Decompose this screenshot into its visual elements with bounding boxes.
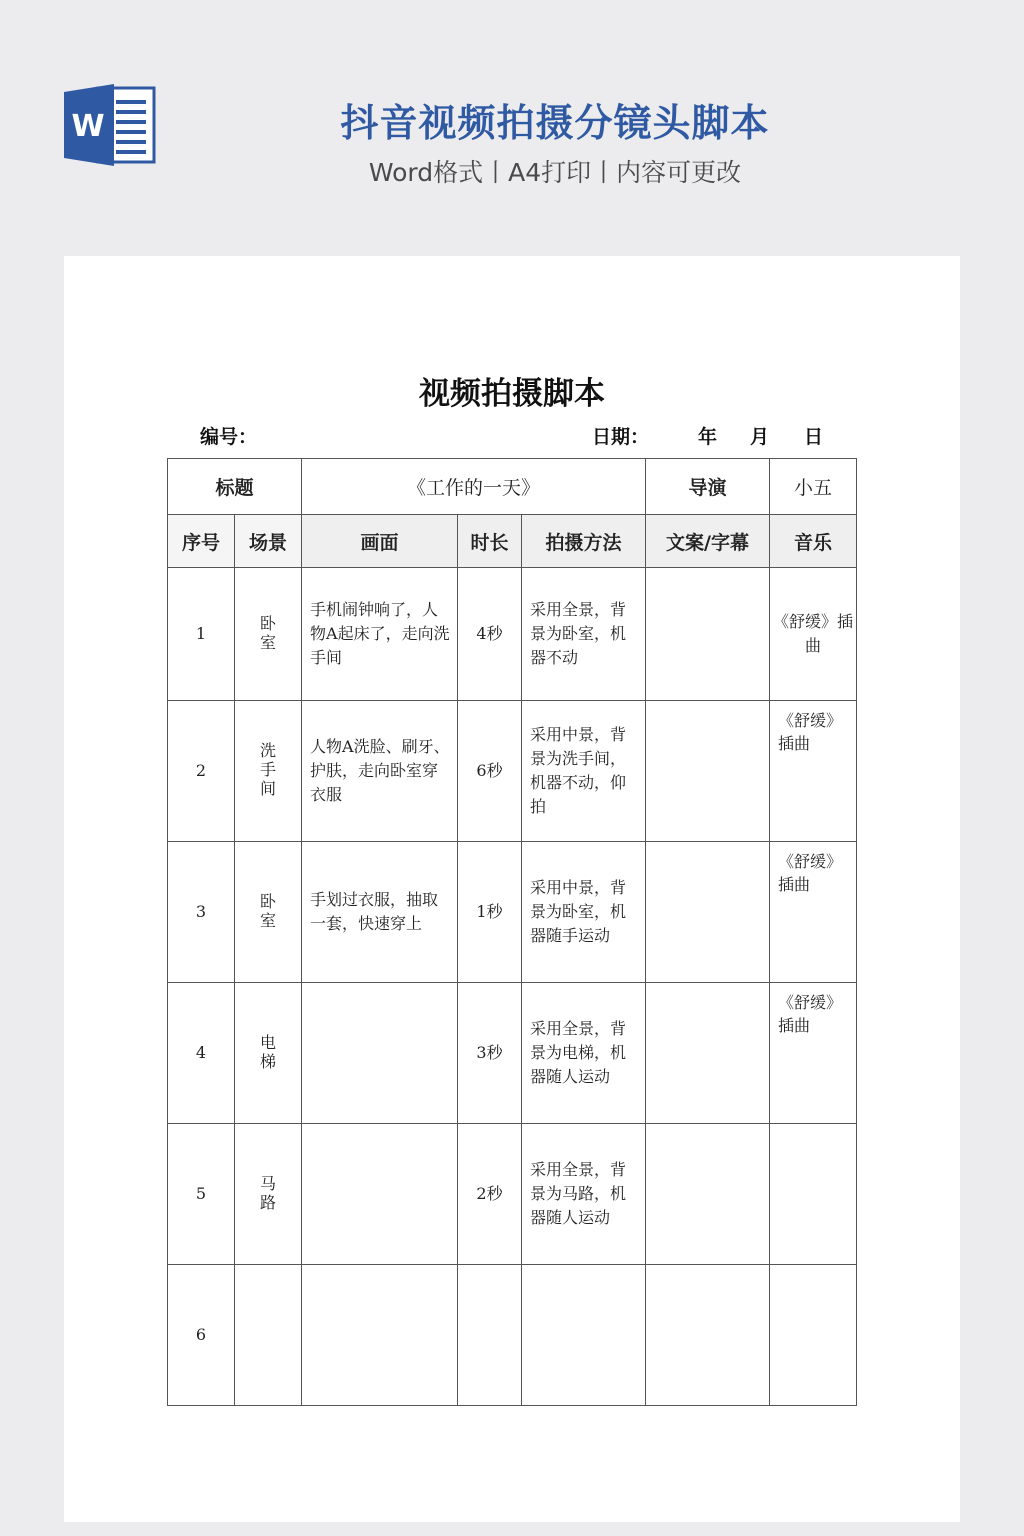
cell-no: 2	[168, 701, 235, 842]
cell-duration: 4秒	[458, 568, 522, 701]
cell-scene: 电梯	[259, 1032, 276, 1071]
title-value: 《工作的一天》	[302, 459, 646, 515]
column-header: 场景	[235, 515, 302, 568]
column-header: 拍摄方法	[522, 515, 646, 568]
cell-scene: 洗手间	[259, 741, 276, 798]
director-value: 小五	[770, 459, 857, 515]
cell-scene: 马路	[259, 1173, 276, 1212]
info-row	[168, 459, 857, 515]
table-row	[168, 842, 857, 983]
cell-caption	[646, 983, 770, 1124]
cell-method: 采用全景，背景为卧室，机器不动	[522, 568, 646, 701]
word-logo-letter: W	[71, 109, 105, 144]
cell-method: 采用中景，背景为洗手间，机器不动，仰拍	[522, 701, 646, 842]
column-header: 序号	[168, 515, 235, 568]
cell-picture	[302, 1124, 458, 1265]
director-label: 导演	[646, 459, 770, 515]
document-title: 视频拍摄脚本	[419, 376, 605, 412]
cell-method: 采用中景，背景为卧室，机器随手运动	[522, 842, 646, 983]
column-header: 时长	[458, 515, 522, 568]
cell-picture: 手机闹钟响了，人物A起床了，走向洗手间	[302, 568, 458, 701]
table-row	[168, 983, 857, 1124]
table-row	[168, 701, 857, 842]
cell-method	[522, 1265, 646, 1406]
cell-duration	[458, 1265, 522, 1406]
cell-method: 采用全景，背景为马路，机器随人运动	[522, 1124, 646, 1265]
table-row	[168, 568, 857, 701]
cell-no: 4	[168, 983, 235, 1124]
cell-music: 《舒缓》插曲	[770, 983, 857, 1124]
cell-caption	[646, 842, 770, 983]
number-label: 编号：	[200, 426, 258, 448]
column-header: 画面	[302, 515, 458, 568]
title-label: 标题	[168, 459, 302, 515]
page-title: 抖音视频拍摄分镜头脚本	[340, 101, 770, 145]
table-row	[168, 1265, 857, 1406]
cell-music	[770, 1124, 857, 1265]
page-subtitle: Word格式丨A4打印丨内容可更改	[368, 158, 742, 187]
cell-duration: 2秒	[458, 1124, 522, 1265]
cell-method: 采用全景，背景为电梯，机器随人运动	[522, 983, 646, 1124]
cell-caption	[646, 1124, 770, 1265]
table-row	[168, 1124, 857, 1265]
date-year: 年	[698, 426, 718, 448]
document-page	[64, 256, 960, 1522]
cell-picture: 手划过衣服，抽取一套，快速穿上	[302, 842, 458, 983]
cell-picture: 人物A洗脸、刷牙、护肤，走向卧室穿衣服	[302, 701, 458, 842]
cell-duration: 1秒	[458, 842, 522, 983]
column-header-row	[168, 515, 857, 568]
cell-music: 《舒缓》插曲	[770, 568, 857, 701]
cell-music: 《舒缓》插曲	[770, 701, 857, 842]
date-month: 月	[750, 426, 770, 448]
cell-caption	[646, 701, 770, 842]
cell-no: 1	[168, 568, 235, 701]
cell-no: 6	[168, 1265, 235, 1406]
date-label: 日期：	[592, 426, 650, 448]
script-table	[167, 458, 857, 1406]
cell-music	[770, 1265, 857, 1406]
cell-duration: 3秒	[458, 983, 522, 1124]
date-day: 日	[804, 426, 824, 448]
cell-duration: 6秒	[458, 701, 522, 842]
banner-header	[0, 0, 1024, 240]
cell-scene: 卧室	[259, 891, 276, 930]
cell-no: 5	[168, 1124, 235, 1265]
cell-caption	[646, 568, 770, 701]
column-header: 音乐	[770, 515, 857, 568]
cell-picture	[302, 983, 458, 1124]
cell-music: 《舒缓》插曲	[770, 842, 857, 983]
column-header: 文案/字幕	[646, 515, 770, 568]
cell-scene: 卧室	[259, 613, 276, 652]
word-document-icon	[64, 82, 158, 168]
cell-picture	[302, 1265, 458, 1406]
cell-caption	[646, 1265, 770, 1406]
cell-no: 3	[168, 842, 235, 983]
